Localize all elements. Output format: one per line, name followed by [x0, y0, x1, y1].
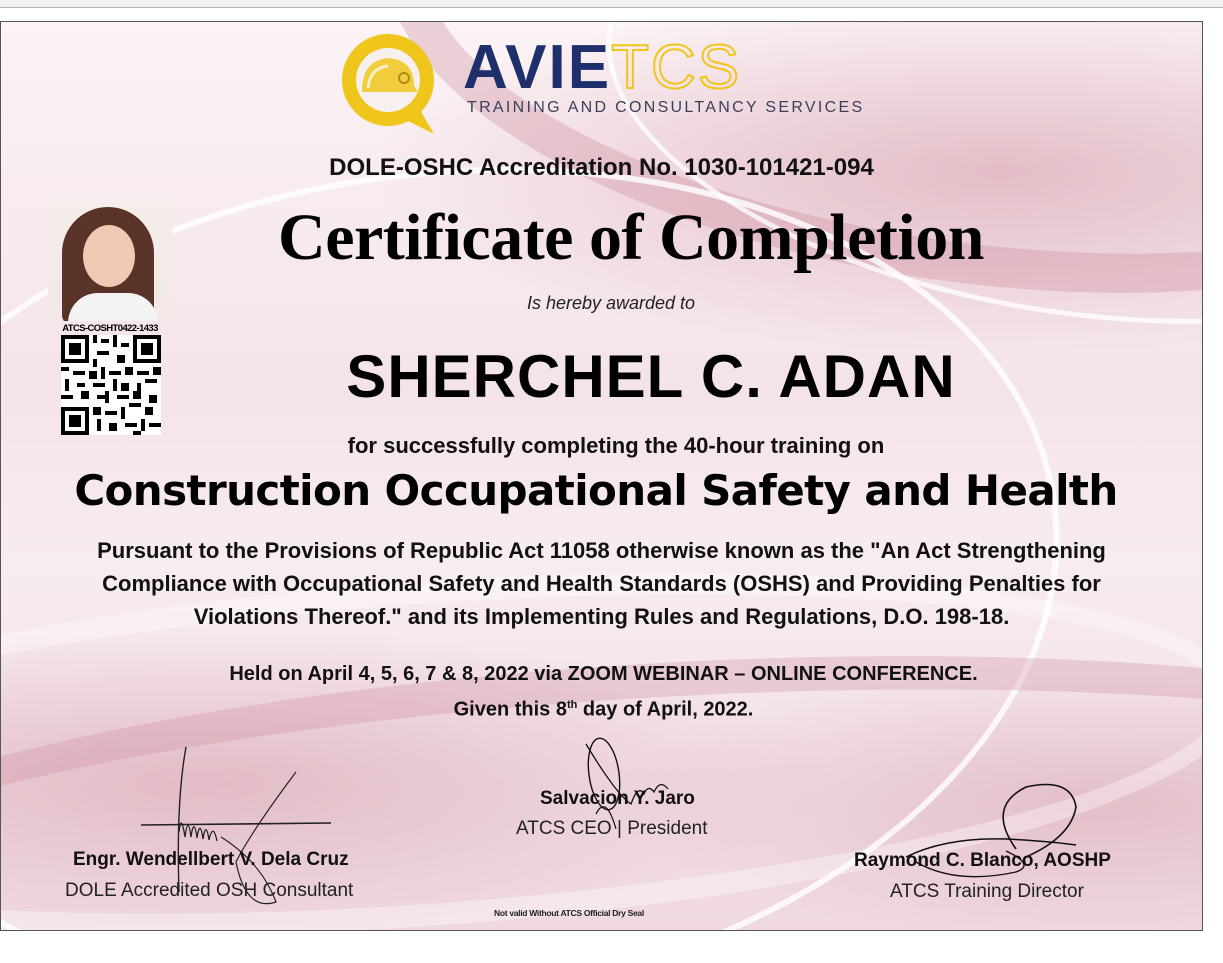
pursuant-paragraph — [1, 534, 1202, 633]
signature-icon — [896, 777, 1096, 897]
signatory-name: Salvacion Y. Jaro — [540, 788, 695, 809]
signatory-role: ATCS Training Director — [890, 881, 1084, 902]
signatory-role: ATCS CEO | President — [516, 818, 708, 839]
recipient-photo — [48, 197, 172, 321]
qr-code-icon — [61, 335, 161, 435]
logo-word-avie: AVIE — [463, 33, 612, 102]
pursuant-line: Pursuant to the Provisions of Republic Act 11058 otherwise known as the "An Act Strengthening — [97, 538, 1106, 563]
dry-seal-disclaimer: Not valid Without ATCS Official Dry Seal — [494, 908, 644, 918]
logo-tagline: TRAINING AND CONSULTANCY SERVICES — [467, 99, 865, 116]
window-top-strip — [0, 0, 1223, 8]
recipient-name: SHERCHEL C. ADAN — [346, 343, 956, 410]
signatory-role: DOLE Accredited OSH Consultant — [65, 880, 354, 901]
certificate-title: Certificate of Completion — [278, 201, 984, 274]
signatory-name: Engr. Wendellbert V. Dela Cruz — [73, 849, 349, 870]
event-details — [1, 659, 1203, 726]
accreditation-number: DOLE-OSHC Accreditation No. 1030-101421-094 — [329, 154, 874, 181]
given-line — [1, 690, 1203, 726]
awarded-line: Is hereby awarded to — [526, 293, 696, 313]
given-suffix: day of April, 2022. — [577, 698, 754, 721]
signatory-name: Raymond C. Blanco, AOSHP — [854, 850, 1111, 871]
held-line: Held on April 4, 5, 6, 7 & 8, 2022 via ZOOM WEBINAR – ONLINE CONFERENCE. — [229, 663, 978, 685]
logo-word-tcs: TCS — [611, 33, 742, 102]
hard-hat-speech-bubble-icon — [334, 30, 442, 134]
certificate — [0, 21, 1203, 931]
pursuant-line: Violations Thereof." and its Implementing Rules and Regulations, D.O. 198-18. — [193, 604, 1010, 629]
training-line: for successfully completing the 40-hour training on — [347, 433, 885, 458]
given-prefix: Given this 8 — [453, 698, 567, 721]
course-title: Construction Occupational Safety and Health — [74, 466, 1118, 515]
certificate-id: ATCS-COSHT0422-1433 — [62, 323, 158, 334]
pursuant-line: Compliance with Occupational Safety and Health Standards (OSHS) and Providing Penalties for — [102, 571, 1101, 596]
logo-wordmark — [463, 33, 742, 102]
given-sup: th — [566, 699, 578, 711]
